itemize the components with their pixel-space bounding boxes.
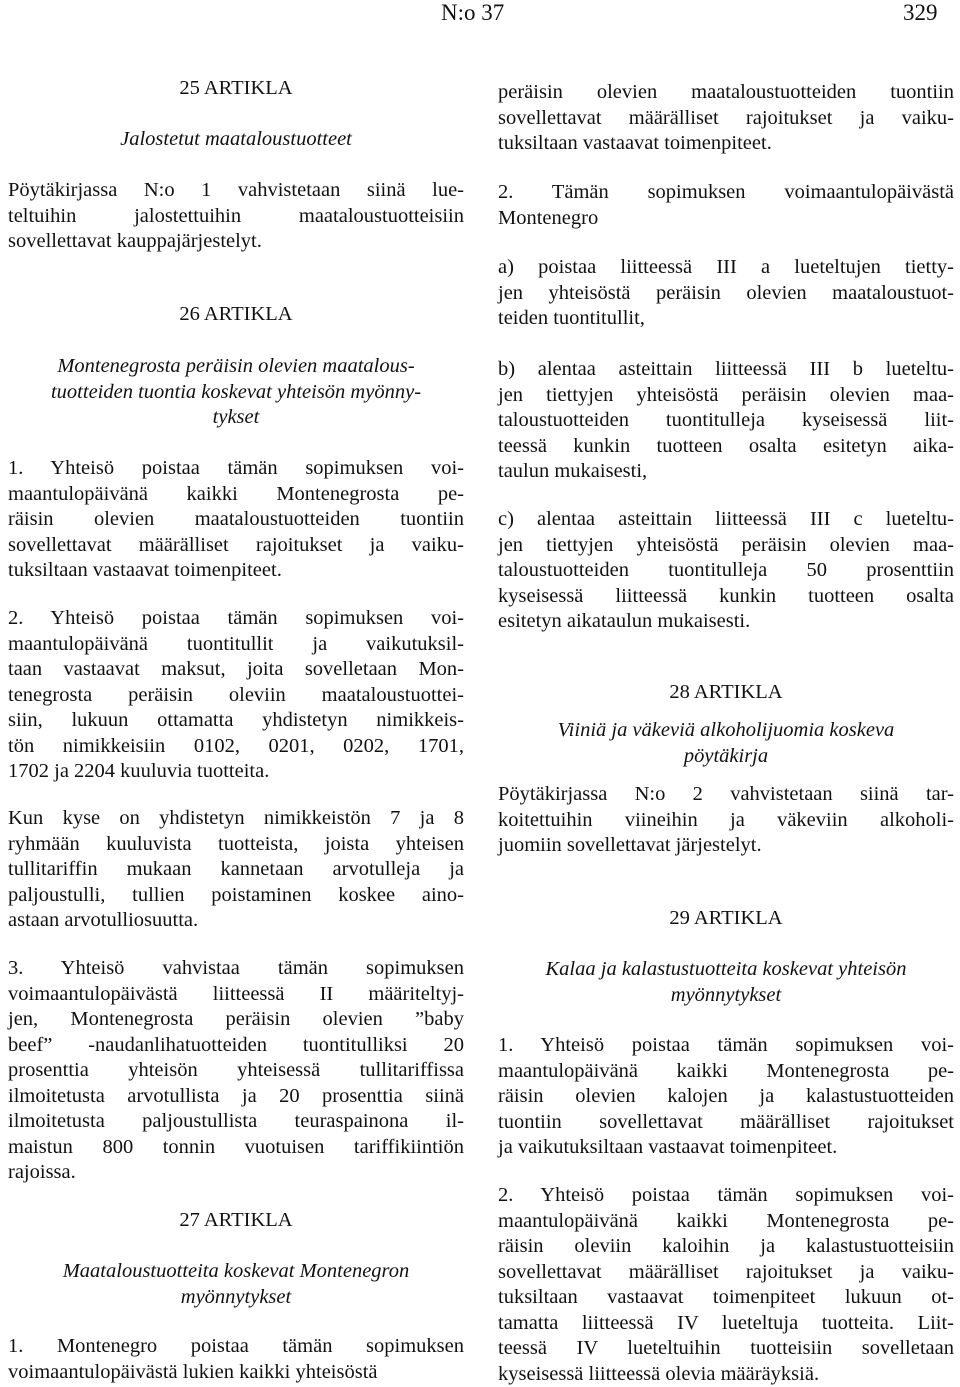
text-line: Pöytäkirjassa N:o 2 vahvistetaan siinä tar- [498, 782, 954, 808]
text-line: 2. Yhteisö poistaa tämän sopimuksen voi- [8, 606, 464, 632]
article-26-paragraph-4 [8, 956, 464, 1186]
text-line: voimaantulopäivästä lukien kaikki yhteisöstä [8, 1360, 464, 1386]
article-29-paragraph-2 [498, 1183, 954, 1387]
text-line: jen yhteisöstä peräisin olevien maataloustuot- [498, 281, 954, 307]
text-line: beef” -naudanlihatuotteiden tuontitulliksi 20 [8, 1033, 464, 1059]
text-line: tuontiin sovellettavat määrälliset rajoitukset [498, 1110, 954, 1136]
article-28-paragraph-1 [498, 782, 954, 859]
text-line: maantulopäivänä tuontitullit ja vaikutuksil- [8, 632, 464, 658]
article-27-item-c [498, 507, 954, 635]
article-27-item-a [498, 255, 954, 332]
text-line: ja vaikutuksiltaan vastaavat toimenpiteet. [498, 1135, 954, 1161]
text-line: taulun mukaisesti, [498, 459, 954, 485]
article-25-heading: 25 ARTIKLA [8, 76, 464, 102]
text-line: ilmoitetusta paljoustullista teuraspainona il- [8, 1109, 464, 1135]
text-line: taan vastaavat maksut, joita sovelletaan Mon- [8, 657, 464, 683]
text-line: maantulopäivänä kaikki Montenegrosta pe- [498, 1059, 954, 1085]
text-line: sovellettavat määrälliset rajoitukset ja vaiku- [498, 1260, 954, 1286]
text-line: tuksiltaan vastaavat toimenpiteet lukuun ot- [498, 1285, 954, 1311]
subtitle-line: Maataloustuotteita koskevat Montenegron [8, 1259, 464, 1285]
page-header-left: N:o 37 [441, 0, 504, 26]
article-26-paragraph-1 [8, 456, 464, 584]
article-26-subtitle [8, 354, 464, 431]
text-line: tullitariffin mukaan kannetaan arvotulleja ja [8, 857, 464, 883]
text-line: teessä IV lueteltuihin tuotteisiin sovelletaan [498, 1336, 954, 1362]
subtitle-line: tykset [8, 405, 464, 431]
text-line: räisin olevien maataloustuotteiden tuontiin [8, 507, 464, 533]
article-26-paragraph-3 [8, 806, 464, 934]
text-line: 1. Yhteisö poistaa tämän sopimuksen voi- [8, 456, 464, 482]
text-line: maantulopäivänä kaikki Montenegrosta pe- [498, 1209, 954, 1235]
text-line: tön nimikkeisiin 0102, 0201, 0202, 1701, [8, 734, 464, 760]
text-line: 1702 ja 2204 kuuluvia tuotteita. [8, 759, 464, 785]
text-line: sovellettavat kauppajärjestelyt. [8, 229, 464, 255]
text-line: teiden tuontitullit, [498, 306, 954, 332]
article-29-paragraph-1 [498, 1033, 954, 1161]
text-line: prosenttia yhteisön yhteisessä tullitariffissa [8, 1058, 464, 1084]
subtitle-line: tuotteiden tuontia koskevat yhteisön myönny- [8, 380, 464, 406]
text-line: b) alentaa asteittain liitteessä III b lueteltu- [498, 357, 954, 383]
article-25-subtitle: Jalostetut maataloustuotteet [8, 127, 464, 153]
text-line: sovellettavat määrälliset rajoitukset ja vaiku- [8, 533, 464, 559]
text-line: räisin olevien kalojen ja kalastustuotteiden [498, 1084, 954, 1110]
article-26-paragraph-2 [8, 606, 464, 785]
article-27-continuation [498, 80, 954, 157]
article-28-subtitle [498, 718, 954, 769]
text-line: koitettuihin viineihin ja väkeviin alkoholi- [498, 808, 954, 834]
article-28-heading: 28 ARTIKLA [498, 680, 954, 706]
text-line: peräisin olevien maataloustuotteiden tuontiin [498, 80, 954, 106]
text-line: maantulopäivänä kaikki Montenegrosta pe- [8, 482, 464, 508]
text-line: Montenegro [498, 206, 954, 232]
text-line: jen tiettyjen yhteisöstä peräisin olevien maa- [498, 533, 954, 559]
article-26-heading: 26 ARTIKLA [8, 302, 464, 328]
subtitle-line: Kalaa ja kalastustuotteita koskevat yhteisön [498, 957, 954, 983]
text-line: tuksiltaan vastaavat toimenpiteet. [498, 131, 954, 157]
text-line: 1. Yhteisö poistaa tämän sopimuksen voi- [498, 1033, 954, 1059]
text-line: paljoustulli, tullien poistaminen koskee aino- [8, 883, 464, 909]
text-line: 2. Tämän sopimuksen voimaantulopäivästä [498, 180, 954, 206]
subtitle-line: myönnytykset [8, 1285, 464, 1311]
text-line: räisin oleviin kaloihin ja kalastustuotteisiin [498, 1234, 954, 1260]
text-line: astaan arvotulliosuutta. [8, 908, 464, 934]
text-line: tamatta liitteessä IV lueteltuja tuotteita. Liit- [498, 1311, 954, 1337]
subtitle-line: myönnytykset [498, 983, 954, 1009]
text-line: kyseisessä liitteessä olevia määräyksiä. [498, 1362, 954, 1387]
article-27-item-b [498, 357, 954, 485]
article-27-paragraph-1 [8, 1334, 464, 1385]
text-line: tenegrosta peräisin oleviin maataloustuottei- [8, 683, 464, 709]
text-line: teessä kunkin tuotteen osalta esitetyn aika- [498, 434, 954, 460]
subtitle-line: Viiniä ja väkeviä alkoholijuomia koskeva [498, 718, 954, 744]
text-line: a) poistaa liitteessä III a lueteltujen tietty- [498, 255, 954, 281]
text-line: maistun 800 tonnin vuotuisen tariffikiintiön [8, 1135, 464, 1161]
article-27-paragraph-2 [498, 180, 954, 231]
article-29-subtitle [498, 957, 954, 1008]
text-line: siin, lukuun ottamatta yhdistetyn nimikkeis- [8, 708, 464, 734]
article-27-subtitle [8, 1259, 464, 1310]
text-line: taloustuotteiden tuontitulleja kyseisessä liit- [498, 408, 954, 434]
text-line: Pöytäkirjassa N:o 1 vahvistetaan siinä lue- [8, 178, 464, 204]
text-line: 3. Yhteisö vahvistaa tämän sopimuksen [8, 956, 464, 982]
page-number: 329 [903, 0, 938, 26]
article-29-heading: 29 ARTIKLA [498, 906, 954, 932]
text-line: ilmoitetusta arvotullista ja 20 prosenttia siinä [8, 1084, 464, 1110]
text-line: c) alentaa asteittain liitteessä III c lueteltu- [498, 507, 954, 533]
text-line: ryhmään kuuluvista tuotteista, joista yhteisen [8, 832, 464, 858]
text-line: juomiin sovellettavat järjestelyt. [498, 833, 954, 859]
article-27-heading: 27 ARTIKLA [8, 1208, 464, 1234]
text-line: Kun kyse on yhdistetyn nimikkeistön 7 ja 8 [8, 806, 464, 832]
text-line: 2. Yhteisö poistaa tämän sopimuksen voi- [498, 1183, 954, 1209]
text-line: sovellettavat määrälliset rajoitukset ja vaiku- [498, 106, 954, 132]
text-line: taloustuotteiden tuontitulleja 50 prosenttiin [498, 558, 954, 584]
article-25-paragraph-1 [8, 178, 464, 255]
text-line: teltuihin jalostettuihin maataloustuotteisiin [8, 204, 464, 230]
text-line: kyseisessä liitteessä kunkin tuotteen osalta [498, 584, 954, 610]
subtitle-line: Montenegrosta peräisin olevien maatalous- [8, 354, 464, 380]
text-line: jen, Montenegrosta peräisin olevien ”baby [8, 1007, 464, 1033]
text-line: jen tiettyjen yhteisöstä peräisin olevien maa- [498, 383, 954, 409]
text-line: voimaantulopäivästä liitteessä II määriteltyj- [8, 982, 464, 1008]
text-line: esitetyn aikataulun mukaisesti. [498, 609, 954, 635]
text-line: rajoissa. [8, 1160, 464, 1186]
subtitle-line: pöytäkirja [498, 744, 954, 770]
text-line: tuksiltaan vastaavat toimenpiteet. [8, 558, 464, 584]
text-line: 1. Montenegro poistaa tämän sopimuksen [8, 1334, 464, 1360]
